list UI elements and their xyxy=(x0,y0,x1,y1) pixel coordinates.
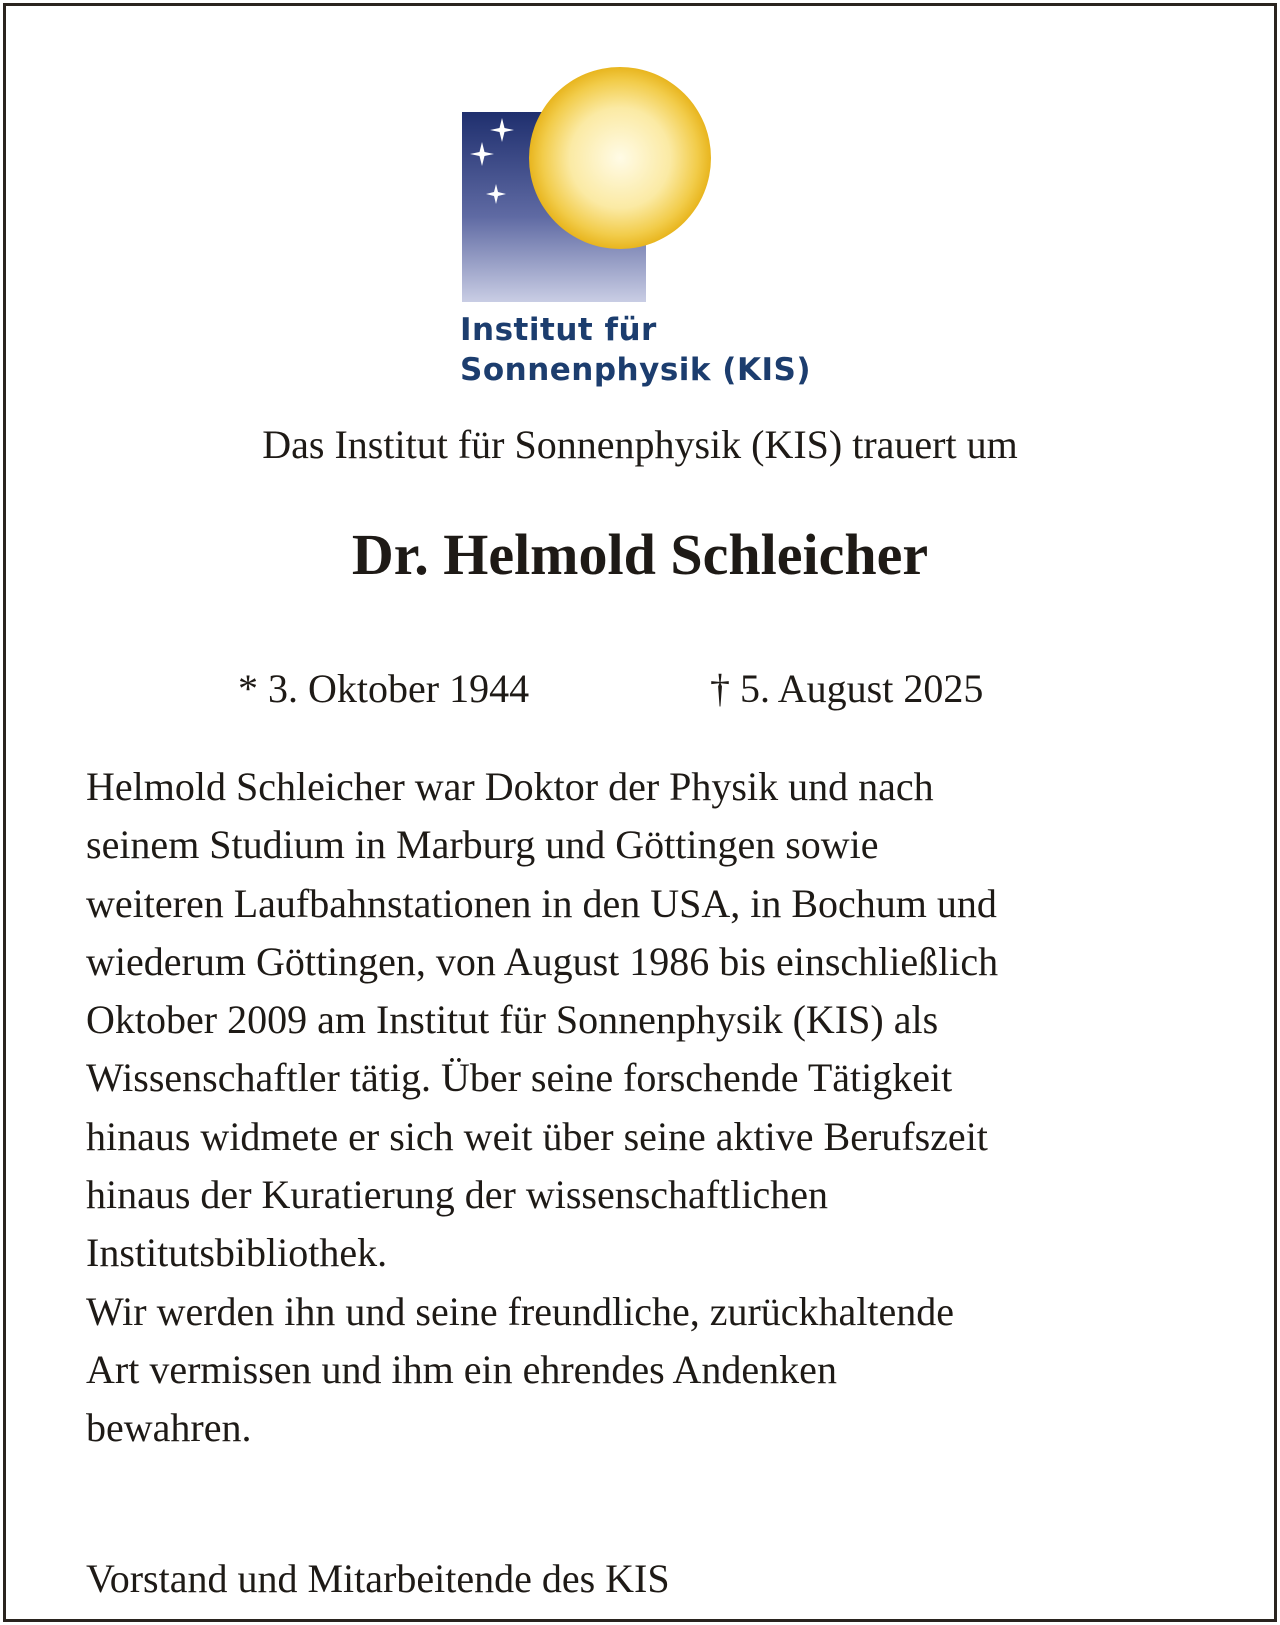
body-line: hinaus der Kuratierung der wissenschaftlichen xyxy=(86,1172,828,1218)
institute-logo xyxy=(460,66,820,396)
signature: Vorstand und Mitarbeitende des KIS xyxy=(86,1556,670,1601)
body-line: Wir werden ihn und seine freundliche, zurückhaltende xyxy=(86,1288,955,1334)
body-line: Wissenschaftler tätig. Über seine forschende Tätigkeit xyxy=(86,1055,953,1101)
body-line: weiteren Laufbahnstationen in den USA, in Bochum und xyxy=(86,880,997,926)
intro-text: Das Institut für Sonnenphysik (KIS) trauert um xyxy=(262,422,1018,467)
logo-wordmark xyxy=(460,310,811,390)
obituary-body xyxy=(86,758,1236,1458)
body-line: hinaus widmete er sich weit über seine aktive Berufszeit xyxy=(86,1113,988,1159)
body-line: Oktober 2009 am Institut für Sonnenphysik (KIS) als xyxy=(86,997,939,1043)
body-line: seinem Studium in Marburg und Göttingen sowie xyxy=(86,822,879,868)
logo-line-1: Institut für xyxy=(460,312,657,348)
birth-date: * 3. Oktober 1944 xyxy=(238,666,530,711)
sun-icon xyxy=(529,67,711,249)
death-date: † 5. August 2025 xyxy=(710,666,984,711)
body-line: wiederum Göttingen, von August 1986 bis einschließlich xyxy=(86,938,999,984)
sun-stars-logo-icon xyxy=(460,66,720,306)
logo-line-2: Sonnenphysik (KIS) xyxy=(460,352,812,388)
body-line: Art vermissen und ihm ein ehrendes Andenken xyxy=(86,1346,837,1392)
body-line: Helmold Schleicher war Doktor der Physik und nach xyxy=(86,764,934,809)
deceased-name: Dr. Helmold Schleicher xyxy=(351,522,929,587)
body-line: Institutsbibliothek. xyxy=(86,1230,388,1276)
body-line: bewahren. xyxy=(86,1405,252,1451)
